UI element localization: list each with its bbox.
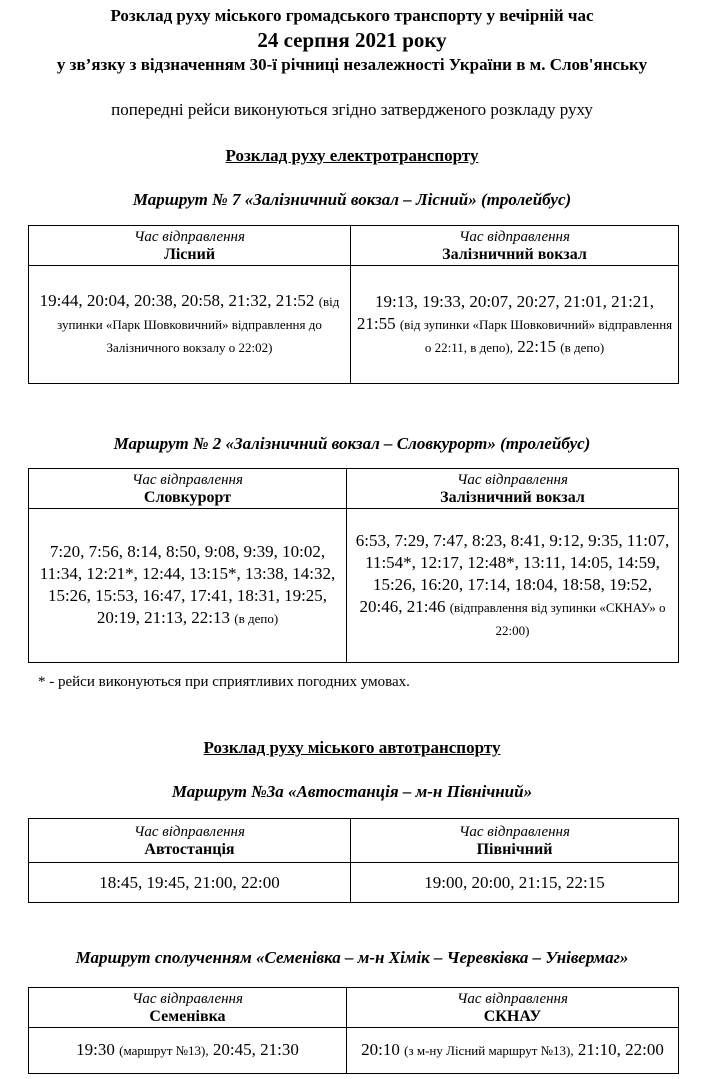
route-3a-header-avtostantsiia: [29, 819, 351, 863]
header-date: 24 серпня 2021 року: [257, 28, 447, 52]
last-time: 22:15: [517, 336, 557, 356]
route-3a-table: [28, 818, 679, 903]
route-7-header-vokzal: [351, 226, 679, 266]
stop-name: Семенівка: [149, 1007, 226, 1025]
footnote: * - рейси виконуються при сприятливих погодних умовах.: [38, 674, 410, 690]
departure-caption: Час відправлення: [132, 471, 243, 488]
first-time: 19:30: [76, 1040, 115, 1059]
departure-caption: Час відправлення: [134, 228, 245, 245]
route-3a-title: Маршрут №3а «Автостанція – м-н Північний»: [171, 782, 533, 801]
route-3a-times-avtostantsiia: 18:45, 19:45, 21:00, 22:00: [29, 863, 351, 903]
departure-caption: Час відправлення: [459, 228, 570, 245]
times-note: (відправлення від зупинки «СКНАУ» о 22:00): [449, 599, 666, 638]
route-7-table: [28, 225, 679, 384]
route-combo-times-sknau: [347, 1028, 679, 1074]
header-note: попередні рейси виконуються згідно затвердженого розкладу руху: [111, 100, 593, 119]
times-note: (від зупинки «Парк Шовковичний» відправлення о 22:11, в депо),: [399, 316, 673, 355]
departure-caption: Час відправлення: [132, 990, 243, 1007]
stop-name: Північний: [476, 840, 553, 858]
times: 20:45, 21:30: [212, 1040, 299, 1059]
route-2-times-slovkurort: [29, 509, 347, 663]
section-title-auto: Розклад руху міського автотранспорту: [203, 738, 501, 757]
route-2-table: [28, 468, 679, 663]
times: 6:53, 7:29, 7:47, 8:23, 8:41, 9:12, 9:35, 11:07, 11:54*, 12:17, 12:48*, 13:11, 14:05, 14:59, 15:26, 16:20, 17:14, 18:04, 18:58, 19:52, 20:46, 21:46: [355, 530, 670, 616]
route-combo-times-semenivka: [29, 1028, 347, 1074]
times: 19:13, 19:33, 20:07, 20:27, 21:01, 21:21, 21:55: [356, 291, 655, 333]
route-2-title: Маршрут № 2 «Залізничний вокзал – Словкурорт» (тролейбус): [113, 434, 591, 453]
section-title-electro: Розклад руху електротранспорту: [225, 146, 479, 165]
times: 7:20, 7:56, 8:14, 8:50, 9:08, 9:39, 10:02, 11:34, 12:21*, 12:44, 13:15*, 13:38, 14:32, 15:26, 15:53, 16:47, 17:41, 18:31, 19:25, 20:19, 21:13, 22:13: [39, 542, 336, 627]
route-combo-table: [28, 987, 679, 1074]
stop-name: Словкурорт: [143, 488, 232, 506]
route-7-times-lisnyi: [29, 266, 351, 384]
times-note: (з м-ну Лісний маршрут №13),: [404, 1043, 574, 1058]
times-note: (маршрут №13),: [119, 1043, 209, 1058]
stop-name: Лісний: [163, 245, 216, 263]
route-3a-header-pivnichnyi: [351, 819, 679, 863]
stop-name: Залізничний вокзал: [442, 245, 587, 263]
departure-caption: Час відправлення: [457, 990, 568, 1007]
stop-name: Автостанція: [144, 840, 235, 858]
times-note: (в депо): [234, 611, 279, 626]
route-combo-header-sknau: [347, 988, 679, 1028]
route-2-header-slovkurort: [29, 469, 347, 509]
route-2-header-vokzal: [347, 469, 679, 509]
route-7-times-vokzal: [351, 266, 679, 384]
route-3a-times-pivnichnyi: 19:00, 20:00, 21:15, 22:15: [351, 863, 679, 903]
departure-caption: Час відправлення: [134, 823, 245, 840]
departure-caption: Час відправлення: [457, 471, 568, 488]
times: 19:44, 20:04, 20:38, 20:58, 21:32, 21:52: [39, 291, 315, 310]
times: 21:10, 22:00: [577, 1040, 664, 1059]
route-7-header-lisnyi: [29, 226, 351, 266]
times-note: (від зупинки «Парк Шовковичний» відправлення до Залізничного вокзалу о 22:02): [57, 294, 340, 355]
stop-name: Залізничний вокзал: [440, 488, 585, 506]
first-time: 20:10: [361, 1040, 400, 1059]
route-combo-header-semenivka: [29, 988, 347, 1028]
times-note: (в депо): [560, 339, 605, 355]
departure-caption: Час відправлення: [459, 823, 570, 840]
header-line-1: Розклад руху міського громадського транспорту у вечірній час: [110, 6, 594, 25]
stop-name: СКНАУ: [483, 1007, 542, 1025]
route-combo-title: Маршрут сполученням «Семенівка – м-н Хімік – Черевківка – Універмаг»: [75, 948, 629, 967]
route-2-times-vokzal: [347, 509, 679, 663]
route-7-title: Маршрут № 7 «Залізничний вокзал – Лісний» (тролейбус): [132, 190, 572, 209]
header-line-3: у зв’язку з відзначенням 30-ї річниці незалежності України в м. Слов'янську: [56, 55, 648, 74]
